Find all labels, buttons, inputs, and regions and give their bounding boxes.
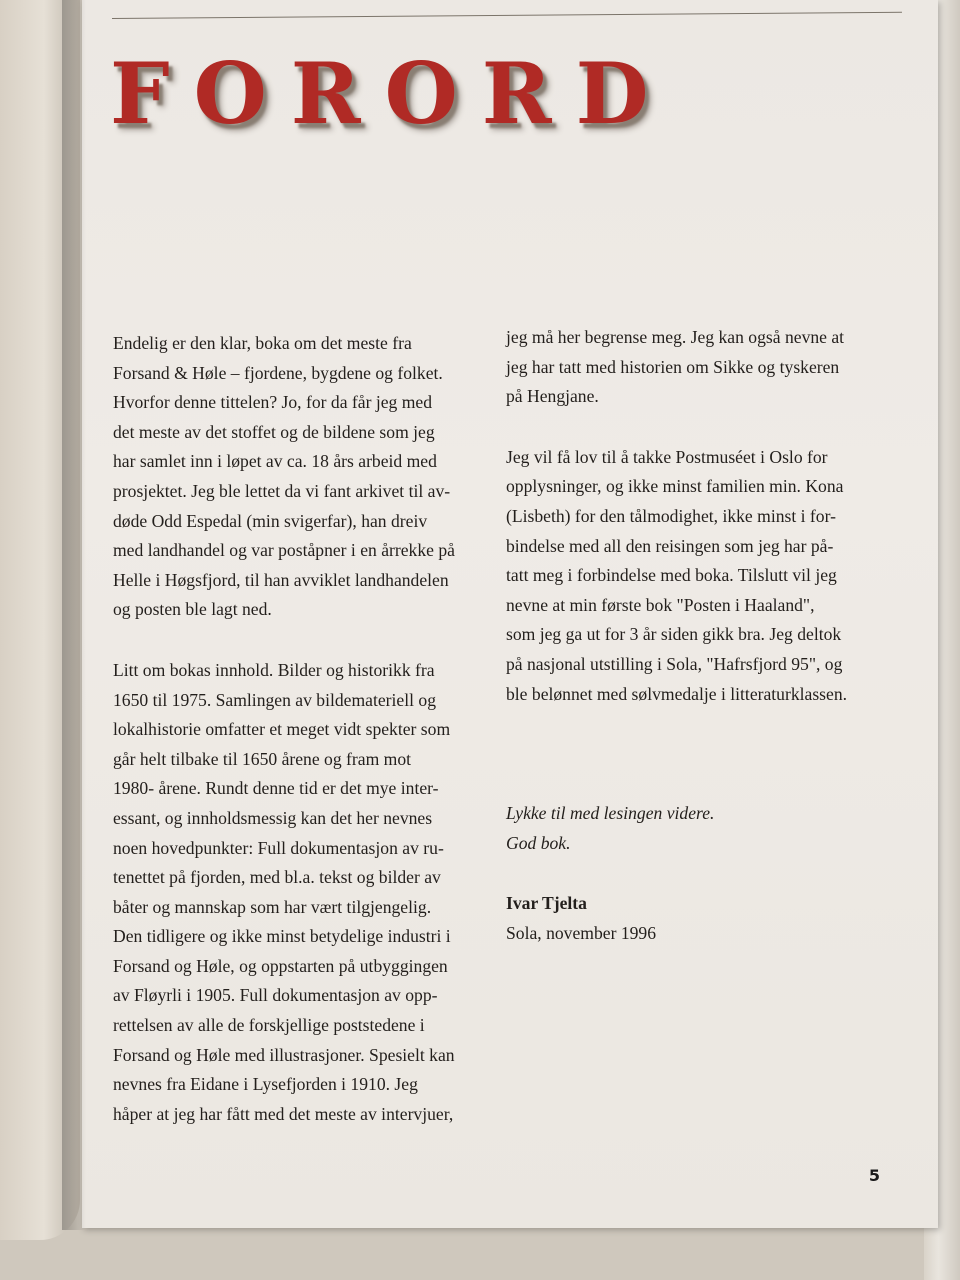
page-gutter-shadow [62,0,86,1230]
right-paragraph-1: jeg må her begrense meg. Jeg kan også nevne at jeg har tatt med historien om Sikke og tyskeren på Hengjane. [506,327,845,407]
page-title: FORORD [110,44,673,143]
left-column [113,329,483,1129]
page-number: 5 [868,1166,880,1185]
closing-greeting: Lykke til med lesingen videre. God bok. [506,803,715,853]
book-page [82,0,938,1228]
right-column [506,323,886,949]
author-name: Ivar Tjelta [506,893,587,914]
left-paragraph-2: Litt om bokas innhold. Bilder og historikk fra 1650 til 1975. Samlingen av bildemateriell og lokalhistorie omfatter et meget vidt spekter som går helt tilbake til 1650 årene og fram mot 1980- årene. Rundt denne tid er det mye inter- essant, og innholdsmessig kan det her nevnes noen hovedpunkter: Full dokumentasjon av ru- tenettet på fjorden, med bl.a. tekst og bilder av båter og mannskap som har vært tilgjengelig. Den tidligere og ikke minst betydelige industri i Forsand og Høle, og oppstarten på utbyggingen av Fløyrli i 1905. Full dokumentasjon av opp- rettelsen av alle de forskjellige poststedene i Forsand og Høle med illustrasjoner. Spesielt kan nevnes fra Eidane i Lysefjorden i 1910. Jeg håper at jeg har fått med det meste av intervjuer, [113,659,455,1124]
place-date: Sola, november 1996 [506,922,657,943]
right-paragraph-2: Jeg vil få lov til å takke Postmuséet i Oslo for opplysninger, og ikke minst familien min. Kona (Lisbeth) for den tålmodighet, ikke minst i for- bindelse med all den reisingen som jeg har på- tatt meg i forbindelse med boka. Tilslutt vil jeg nevne at min første bok "Posten i Haaland", som jeg ga ut for 3 år siden gikk bra. Jeg deltok på nasjonal utstilling i Sola, "Hafrsfjord 95", og ble belønnet med sølvmedalje i litteraturklassen. [506,446,848,704]
top-rule [112,12,902,19]
left-paragraph-1: Endelig er den klar, boka om det meste fra Forsand & Høle – fjordene, bygdene og folket. Hvorfor denne tittelen? Jo, for da får jeg med det meste av det stoffet og de bildene som jeg har samlet inn i løpet av ca. 18 års arbeid med prosjektet. Jeg ble lettet da vi fant arkivet til av- døde Odd Espedal (min svigerfar), han dreiv med landhandel og var poståpner i en årrekke på Helle i Høgsfjord, til han avviklet landhandelen og posten ble lagt ned. [113,333,455,620]
